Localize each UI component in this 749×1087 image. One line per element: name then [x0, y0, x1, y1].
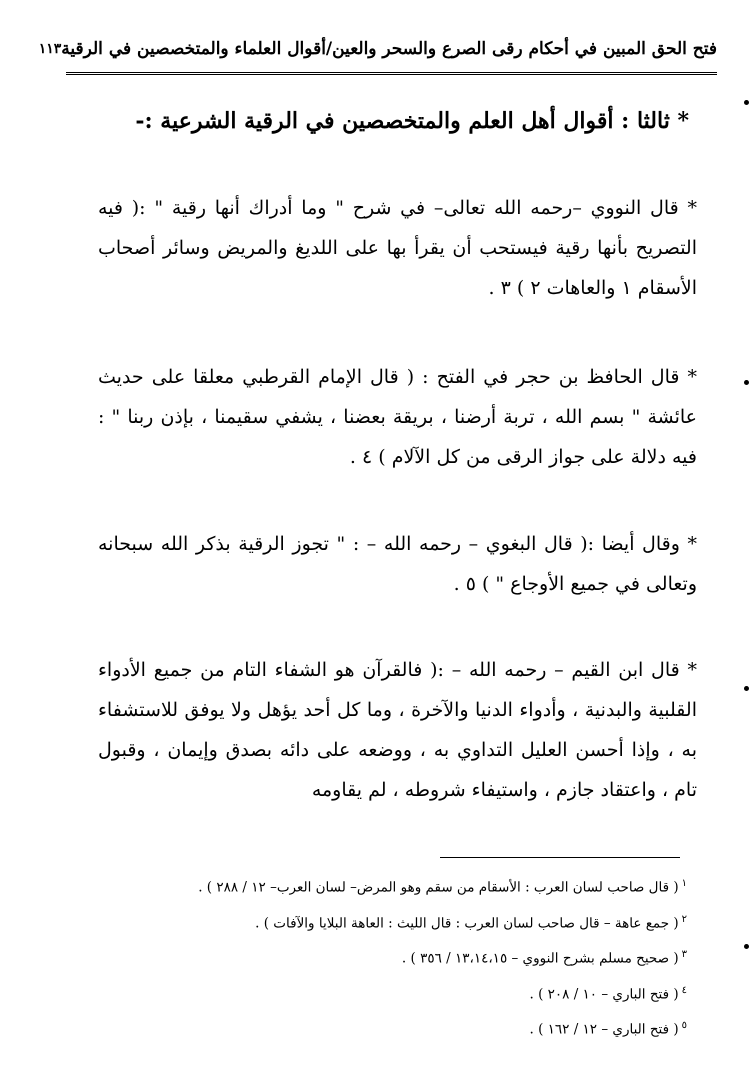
footnote: [90, 868, 687, 904]
footnote-divider: [440, 857, 680, 858]
footnote-mark: ٢: [681, 913, 687, 925]
scan-mark: [744, 380, 749, 385]
paragraph-baghawi: * وقال أيضا :( قال البغوي – رحمه الله – : " تجوز الرقية بذكر الله سبحانه وتعالى في جميع الأوجاع " ) ٥ .: [98, 533, 697, 595]
footnote-text: ( فتح الباري – ١٠ / ٢٠٨ ) .: [529, 986, 679, 1002]
footnote-text: ( صحيح مسلم بشرح النووي – ١٣،١٤،١٥ / ٣٥٦ ) .: [401, 950, 679, 967]
footnote: [90, 904, 687, 940]
footnote-mark: ٤: [681, 984, 687, 996]
footnote-text: ( فتح الباري – ١٢ / ١٦٢ ) .: [529, 1021, 679, 1038]
page-number: ١١٣: [38, 41, 62, 57]
section-heading: * ثالثا : أقوال أهل العلم والمتخصصين في الرقية الشرعية :-: [135, 108, 689, 134]
footnote: [90, 1010, 687, 1046]
footnotes: [90, 868, 687, 1046]
scan-mark: [744, 686, 749, 691]
header-title: فتح الحق المبين في أحكام رقى الصرع والسحر والعين/أقوال العلماء والمتخصصين في الرقية: [61, 39, 717, 59]
scan-mark: [744, 100, 749, 105]
footnote: [90, 939, 687, 975]
footnote-text: ( قال صاحب لسان العرب : الأسقام من سقم وهو المرض– لسان العرب– ١٢ / ٢٨٨ ) .: [198, 879, 679, 896]
scan-mark: [744, 944, 749, 949]
running-header: [38, 26, 717, 75]
footnote-mark: ٥: [681, 1020, 687, 1031]
paragraph-ibn-hajar: * قال الحافظ بن حجر في الفتح : ( قال الإمام القرطبي معلقا على حديث عائشة " بسم الله ، تربة أرضنا ، بريقة بعضنا ، يشفي سقيمنا ، بإذن ربنا " : فيه دلالة على جواز الرقى من كل الآلام ) ٤ .: [98, 366, 697, 468]
footnote: [90, 975, 687, 1011]
footnote-mark: ١: [681, 878, 687, 889]
footnote-text: ( جمع عاهة – قال صاحب لسان العرب : قال الليث : العاهة البلايا والآفات ) .: [255, 915, 679, 931]
paragraph-nawawi: * قال النووي –رحمه الله تعالى– في شرح " وما أدراك أنها رقية " :( فيه التصريح بأنها رقية فيستحب أن يقرأ بها على اللديغ والمريض وسائر أصحاب الأسقام ١ والعاهات ٢ ) ٣ .: [98, 197, 697, 299]
paragraph-ibn-qayyim: * قال ابن القيم – رحمه الله – :( فالقرآن هو الشفاء التام من جميع الأدواء القلبية والبدنية ، وأدواء الدنيا والآخرة ، وما كل أحد يؤهل ولا يوفق للاستشفاء به ، وإذا أحسن العليل التداوي به ، ووضعه على دائه بصدق وإيمان ، وقبول تام ، واعتقاد جازم ، واستيفاء شروطه ، لم يقاومه: [98, 659, 697, 801]
footnote-mark: ٣: [681, 949, 687, 960]
